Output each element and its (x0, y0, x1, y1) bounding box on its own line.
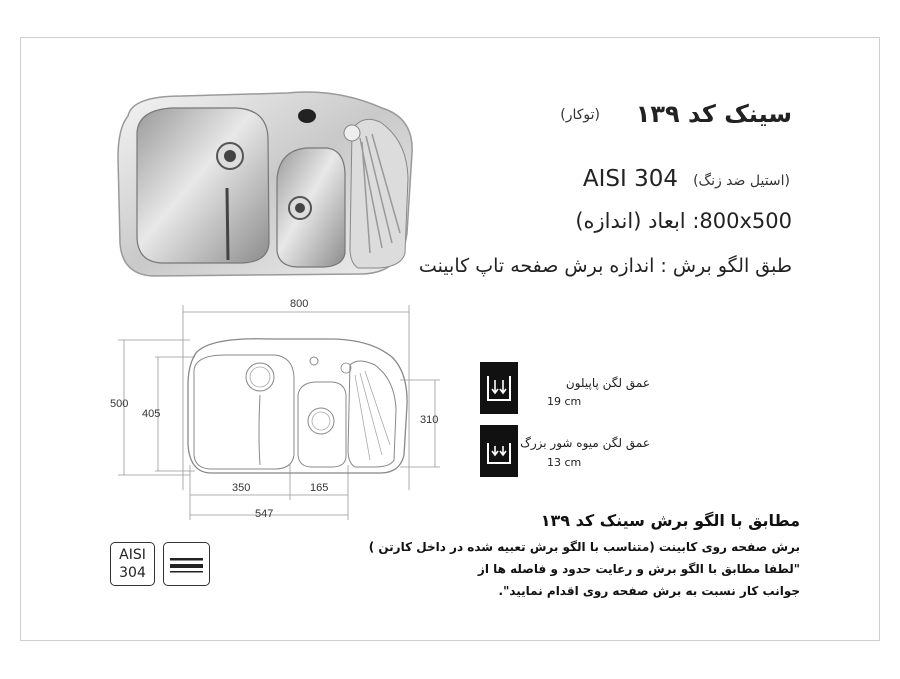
technical-drawing (100, 295, 445, 520)
thickness-lines-icon (163, 542, 210, 586)
notes-heading: مطابق با الگو برش سینک کد ۱۳۹ (540, 511, 800, 530)
depth-label-2: عمق لگن میوه شور بزرگ (520, 436, 650, 450)
depth-label-1: عمق لگن پاپیلون (565, 376, 650, 390)
aisi-badge (110, 542, 155, 586)
depth-value-2: 13 cm (547, 456, 582, 469)
material-note: (استیل ضد زنگ) (693, 173, 790, 189)
dim-overall-height: 500 (110, 398, 129, 410)
notes-line-1: برش صفحه روی کابینت (متناسب با الگو برش تعبیه شده در داخل کارتن ) (368, 540, 800, 554)
depth-value-1: 19 cm (547, 395, 582, 408)
material-model: AISI 304 (582, 166, 678, 192)
cut-template-text: طبق الگو برش : اندازه برش صفحه تاپ کابینت (418, 255, 792, 277)
aisi-badge-line1: AISI (119, 547, 146, 563)
aisi-badge-line2: 304 (119, 565, 146, 581)
dim-bowls-width: 547 (255, 508, 274, 520)
product-title-note: (توکار) (560, 107, 600, 123)
notes-line-2: "لطفا مطابق با الگو برش و رعایت حدود و فاصله ها از (477, 562, 800, 576)
dimensions-text: 800x500: ابعاد (اندازه) (575, 209, 792, 233)
dim-large-bowl-width: 350 (232, 482, 251, 494)
sink-photo (62, 38, 452, 282)
dim-overall-width: 800 (290, 298, 309, 310)
dim-small-bowl-width: 165 (310, 482, 329, 494)
dim-small-bowl-height: 310 (420, 414, 439, 426)
notes-line-3: جوانب کار نسبت به برش صفحه روی اقدام نمایید". (498, 584, 800, 598)
dim-bowl-height: 405 (142, 408, 161, 420)
shallow-basin-icon (480, 425, 518, 477)
deep-basin-icon (480, 362, 518, 414)
product-title: سینک کد ۱۳۹ (635, 100, 792, 128)
